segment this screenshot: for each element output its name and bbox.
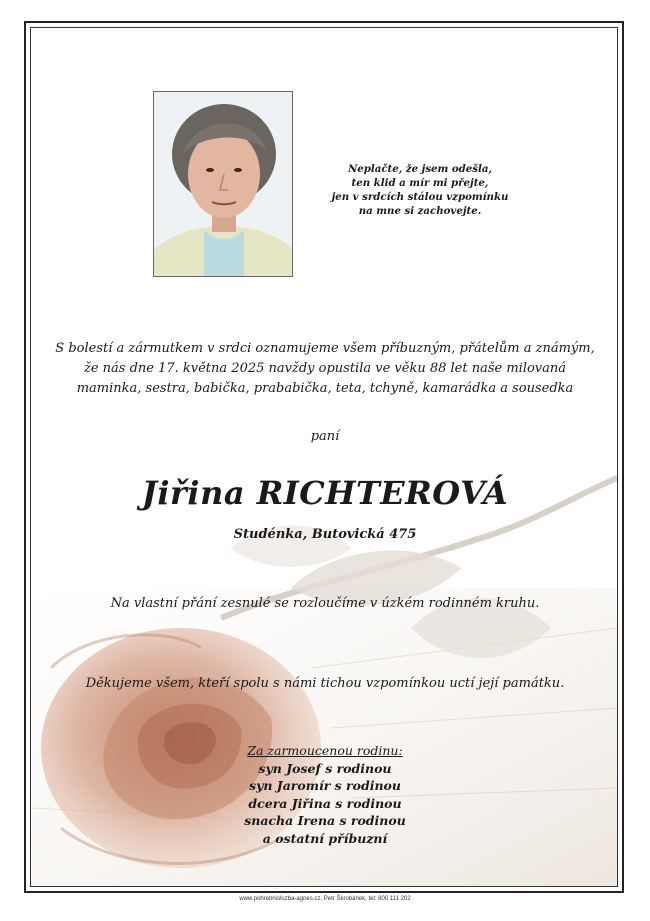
mourners-list — [210, 760, 440, 848]
poem-line: ten klid a mír mi přejte, — [351, 177, 489, 189]
poem-line: Neplačte, že jsem odešla, — [347, 163, 493, 175]
mourners-heading: Za zarmoucenou rodinu: — [247, 743, 403, 758]
funeral-service-footer: www.pohrebnisluzba-agnes.cz, Petr Škrobánek, tel: 800 111 202 — [239, 896, 411, 902]
announcement-line: že nás dne 17. května 2025 navždy opustila ve věku 88 let naše milovaná — [83, 361, 567, 376]
honorific: paní — [310, 429, 340, 444]
deceased-address: Studénka, Butovická 475 — [233, 527, 417, 542]
mourner-item: snacha Irena s rodinou — [244, 813, 406, 828]
announcement-text — [40, 339, 610, 399]
mourner-item: dcera Jiřina s rodinou — [248, 795, 402, 811]
portrait-photo — [153, 91, 293, 277]
poem-line: na mne si zachovejte. — [358, 205, 482, 217]
announcement-line: S bolestí a zármutkem v srdci oznamujeme všem příbuzným, přátelům a známým, — [55, 341, 595, 356]
poem-line: jen v srdcích stálou vzpomínku — [331, 191, 509, 203]
farewell-note: Na vlastní přání zesnulé se rozloučíme v úzkém rodinném kruhu. — [110, 596, 540, 611]
portrait-figure — [154, 92, 293, 277]
deceased-name: Jiřina RICHTEROVÁ — [141, 474, 509, 512]
mourner-item: a ostatní příbuzní — [262, 830, 388, 846]
poem — [330, 162, 510, 218]
thanks-note: Děkujeme všem, kteří spolu s námi tichou vzpomínkou uctí její památku. — [85, 676, 565, 691]
mourners-section — [210, 742, 440, 847]
mourner-item: syn Josef s rodinou — [258, 760, 392, 776]
mourner-item: syn Jaromír s rodinou — [249, 778, 401, 793]
announcement-line: maminka, sestra, babička, prababička, teta, tchyně, kamarádka a sousedka — [76, 381, 574, 396]
